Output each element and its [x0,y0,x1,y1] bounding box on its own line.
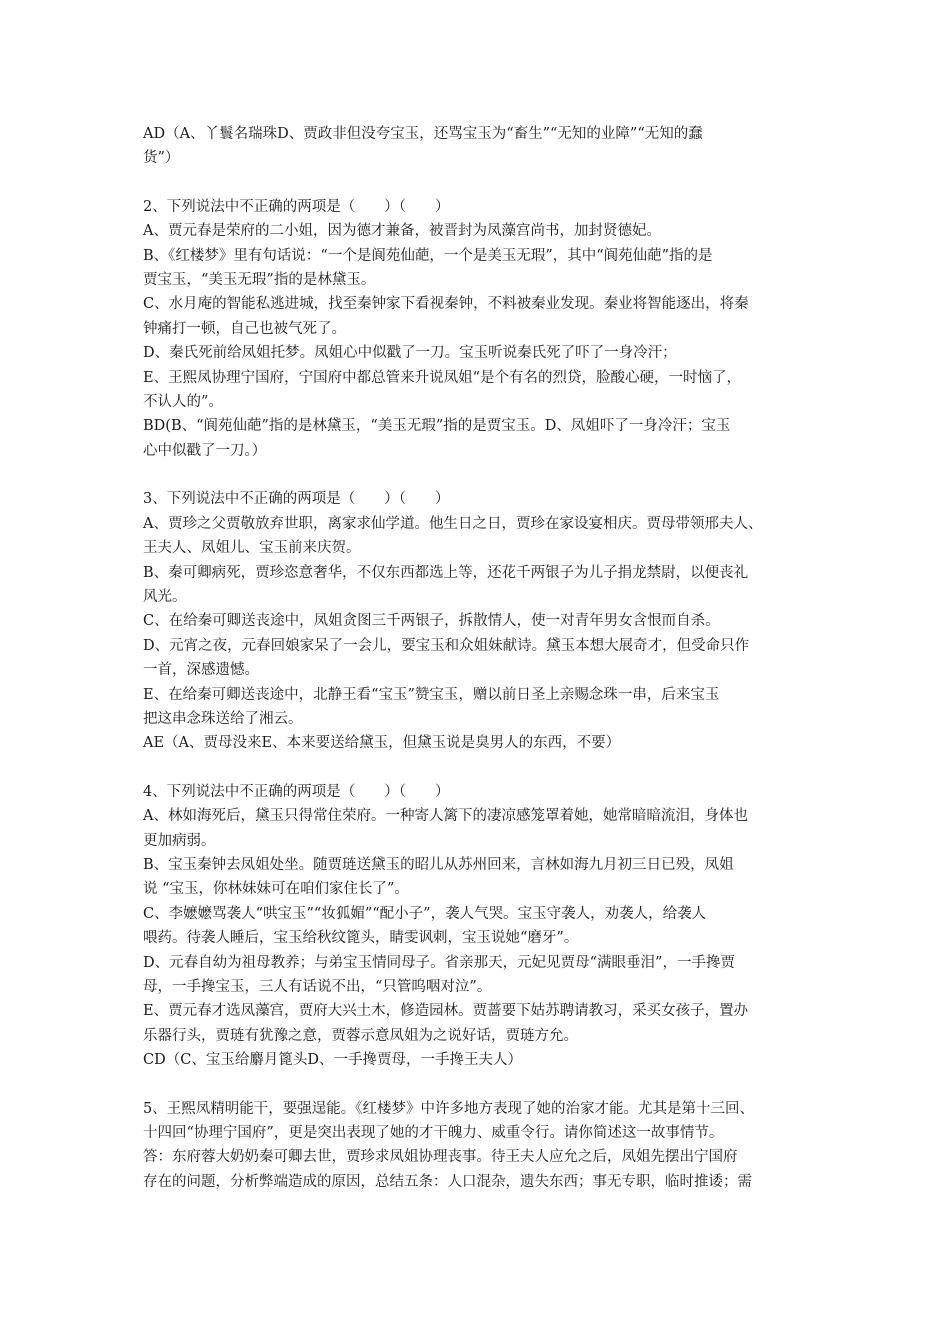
answer-line: BD(B、“阆苑仙葩”指的是林黛玉，“美玉无瑕”指的是贾宝玉。D、凤姐吓了一身冷汗；宝玉 [143,418,731,435]
option-line: D、秦氏死前给凤姐托梦。凤姐心中似戳了一刀。宝玉听说秦氏死了吓了一身冷汗； [143,345,677,362]
option-line: A、贾元春是荣府的二小姐，因为德才兼备，被晋封为凤藻宫尚书，加封贤德妃。 [143,223,661,240]
option-line: 把这串念珠送给了湘云。 [143,710,303,727]
option-line: 钟痛打一顿，自己也被气死了。 [143,320,346,337]
question-title: 2、下列说法中不正确的两项是（ ）（ ） [143,198,450,215]
question-4 [143,780,823,1073]
option-line: 母，一手搀宝玉，三人有话说不出，“只管呜咽对泣”。 [143,979,492,995]
option-line: D、元春自幼为祖母教养；与弟宝玉情同母子。省亲那天，元妃见贾母“满眼垂泪”，一手搀贾 [143,954,735,971]
answer-block-1 [143,122,823,171]
document-page [143,122,823,1218]
question-3 [143,487,823,755]
option-line: C、水月庵的智能私逃进城，找至秦钟家下看视秦钟，不料被秦业发现。秦业将智能逐出，将秦 [143,296,749,313]
option-line: 说 “宝玉，你林妹妹可在咱们家住长了”。 [143,881,409,898]
option-line: A、林如海死后，黛玉只得常住荣府。一种寄人篱下的凄凉感笼罩着她，她常暗暗流泪，身体也 [143,808,748,825]
text-line: AD（A、丫鬟名瑞珠D、贾政非但没夸宝玉，还骂宝玉为“畜生”“无知的业障”“无知的蠢 [143,126,703,142]
answer-line: AE（A、贾母没来E、本来要送给黛玉，但黛玉说是臭男人的东西，不要） [143,735,621,752]
answer-line: 心中似戳了一刀。） [143,442,267,459]
option-line: B、宝玉秦钟去凤姐处坐。随贾琏送黛玉的昭儿从苏州回来，言林如海九月初三日已殁，凤姐 [143,856,734,873]
option-line: 王夫人、凤姐儿、宝玉前来庆贺。 [143,540,361,557]
option-line: C、在给秦可卿送丧途中，凤姐贪图三千两银子，拆散情人，使一对青年男女含恨而自杀。 [143,613,720,630]
option-line: C、李嬷嬷骂袭人“哄宝玉”“妆狐媚”“配小子”，袭人气哭。宝玉守袭人，劝袭人，给袭人 [143,905,707,922]
option-line: B、秦可卿病死，贾珍恣意奢华，不仅东西都选上等，还花千两银子为儿子捐龙禁尉，以便丧礼 [143,564,749,581]
answer-line: 答：东府蓉大奶奶秦可卿去世，贾珍求凤姐协理丧事。待王夫人应允之后，凤姐先摆出宁国府 [143,1149,738,1166]
question-title: 5、王熙凤精明能干，要强逞能。《红楼梦》中许多地方表现了她的治家才能。尤其是第十三回、 [143,1100,754,1117]
option-line: 一首，深感遗憾。 [143,662,259,679]
option-line: 风光。 [143,588,187,605]
answer-line: CD（C、宝玉给麝月篦头D、一手搀贾母，一手搀王夫人） [143,1052,522,1069]
question-title: 3、下列说法中不正确的两项是（ ）（ ） [143,491,450,508]
option-line: 更加病弱。 [143,832,216,849]
option-line: 喂药。待袭人睡后，宝玉给秋纹篦头，睛雯讽刺，宝玉说她“磨牙”。 [143,930,579,947]
question-title: 十四回“协理宁国府”，更是突出表现了她的才干魄力、威重令行。请你简述这一故事情节。 [143,1125,724,1142]
question-2 [143,195,823,463]
question-title: 4、下列说法中不正确的两项是（ ）（ ） [143,783,450,800]
text-line: 货”） [143,150,180,167]
option-line: 乐器行头，贾琏有犹豫之意，贾蓉示意凤姐为之说好话，贾琏方允。 [143,1027,578,1044]
option-line: E、王熙凤协理宁国府，宁国府中都总管来升说凤姐“是个有名的烈贷，脸酸心硬，一时恼了， [143,369,741,386]
option-line: 贾宝玉，“美玉无瑕”指的是林黛玉。 [143,272,376,289]
option-line: A、贾珍之父贾敬放弃世职，离家求仙学道。他生日之日，贾珍在家设宴相庆。贾母带领邢夫人、 [143,515,763,532]
option-line: E、贾元春才选凤藻宫，贾府大兴土木，修造园林。贾蔷要下姑苏聘请教习，采买女孩子，置办 [143,1003,749,1020]
option-line: D、元宵之夜，元春回娘家呆了一会儿，要宝玉和众姐妹献诗。黛玉本想大展奇才，但受命只作 [143,637,750,654]
option-line: 不认人的”。 [143,394,223,411]
option-line: B、《红楼梦》里有句话说：“一个是阆苑仙葩，一个是美玉无瑕”，其中“阆苑仙葩”指的是 [143,247,713,264]
option-line: E、在给秦可卿送丧途中，北静王看“宝玉”赞宝玉，赠以前日圣上亲赐念珠一串，后来宝玉 [143,686,720,703]
answer-line: 存在的问题，分析弊端造成的原因，总结五条：人口混杂，遗失东西；事无专职，临时推诿；需 [143,1173,752,1190]
question-5 [143,1097,823,1195]
